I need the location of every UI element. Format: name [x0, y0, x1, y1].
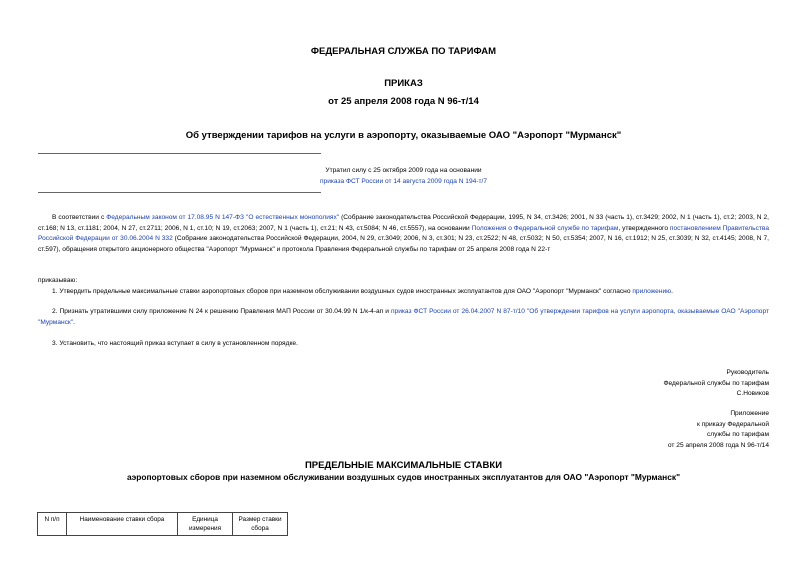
divider-top	[38, 153, 321, 154]
appendix-ref-line4: от 25 апреля 2008 года N 96-т/14	[667, 441, 769, 449]
fst-order-link[interactable]: приказ ФСТ России от 26.04.2007 N 87-т/10 "Об утверждении тарифов на услуги аэропорта, оказываемые ОАО "Аэропорт "Мурманск"	[38, 308, 769, 326]
appendix-link[interactable]: приложению	[632, 288, 672, 295]
col-header-number: N п/п	[38, 513, 67, 536]
appendix-reference	[668, 409, 769, 451]
appendix-title: ПРЕДЕЛЬНЫЕ МАКСИМАЛЬНЫЕ СТАВКИ	[304, 460, 503, 471]
appendix-ref-line3: службы по тарифам	[706, 431, 769, 438]
appendix-subtitle: аэропортовых сборов при наземном обслуживании воздушных судов иностранных эксплуатантов для ОАО "Аэропорт "Мурманск"	[126, 472, 681, 482]
status-link[interactable]: приказа ФСТ России от 14 августа 2009 года N 194-т/7	[319, 178, 488, 185]
order-item-2-text: 2. Признать утратившими силу приложение N 24 к решению Правления МАП России от 30.04.99 N 1/к-4-ап и	[52, 308, 391, 315]
document-type: ПРИКАЗ	[384, 78, 423, 89]
order-intro: приказываю:	[38, 277, 78, 284]
divider-bottom	[38, 192, 321, 193]
agency-name: ФЕДЕРАЛЬНАЯ СЛУЖБА ПО ТАРИФАМ	[310, 46, 497, 57]
document-title: Об утверждении тарифов на услуги в аэропорту, оказываемые ОАО "Аэропорт "Мурманск"	[185, 130, 622, 141]
document-date: от 25 апреля 2008 года N 96-т/14	[328, 96, 479, 107]
order-item-3: 3. Установить, что настоящий приказ вступает в силу в установленном порядке.	[52, 340, 298, 347]
signature-title: Руководитель	[726, 369, 769, 376]
government-decree-link[interactable]: постановлением Правительства Российской Федерации от 30.06.2004 N 332	[38, 224, 769, 242]
preamble-paragraph	[38, 213, 769, 255]
col-header-rate: Размер ставки сбора	[233, 513, 288, 536]
order-item-1-text: 1. Утвердить предельные максимальные ставки аэропортовых сборов при наземном обслуживании воздушных судов иностранных эксплуатантов для ОАО "Аэропорт "Мурманск" согласно	[52, 288, 633, 295]
signature-org: Федеральной службы по тарифам	[663, 379, 769, 387]
order-item-2	[38, 307, 769, 328]
preamble-text-1: В соответствии с	[52, 214, 107, 221]
rates-table	[37, 512, 288, 536]
table-header-row	[38, 513, 288, 536]
fst-regulation-link[interactable]: Положения о Федеральной службе по тарифам	[471, 224, 619, 232]
federal-law-link[interactable]: Федеральным законом от 17.08.95 N 147-ФЗ "О естественных монополиях"	[106, 214, 340, 221]
status-line: Утратил силу с 25 октября 2009 года на основании	[325, 167, 482, 174]
order-item-1	[38, 287, 769, 298]
preamble-text-3: , утвержденного	[618, 224, 670, 232]
col-header-name: Наименование ставки сбора	[67, 513, 178, 536]
order-item-2-end: .	[73, 318, 76, 326]
signature-block	[664, 368, 770, 400]
preamble-text-4: (Собрание законодательства Российской Федерации, 2004, N 29, ст.3049; 2006, N 3, ст.301; N 23, ст.2522; N 48, ст.5032; N 50, ст.5354; 2007, N 16, ст.1912; N 25, ст.3039; N 32, ст.4145; 2008, N 7, ст.597), обращения открытого акционерного общества "Аэропорт "Мурманск" и протокола Правления Федеральной службы по тарифам от 25 апреля 2008 года N 22-т	[38, 235, 769, 253]
signature-name: С.Новиков	[736, 390, 769, 397]
order-item-1-end: .	[671, 288, 673, 295]
appendix-ref-line1: Приложение	[730, 410, 769, 417]
preamble-text-2: (Собрание законодательства Российской Федерации, 1995, N 34, ст.3426; 2001, N 33 (часть 1), ст.3429; 2002, N 1 (часть 1), ст.2; 2003, N 2, ст.168; N 13, ст.1181; 2004, N 27, ст.2711; 2006, N 1, ст.10; N 19, ст.2063; 2007, N 1 (часть 1), ст.21; N 43, ст.5084; N 46, ст.5557), на основании	[38, 214, 769, 232]
col-header-unit: Единица измерения	[178, 513, 233, 536]
appendix-ref-line2: к приказу Федеральной	[697, 420, 769, 428]
